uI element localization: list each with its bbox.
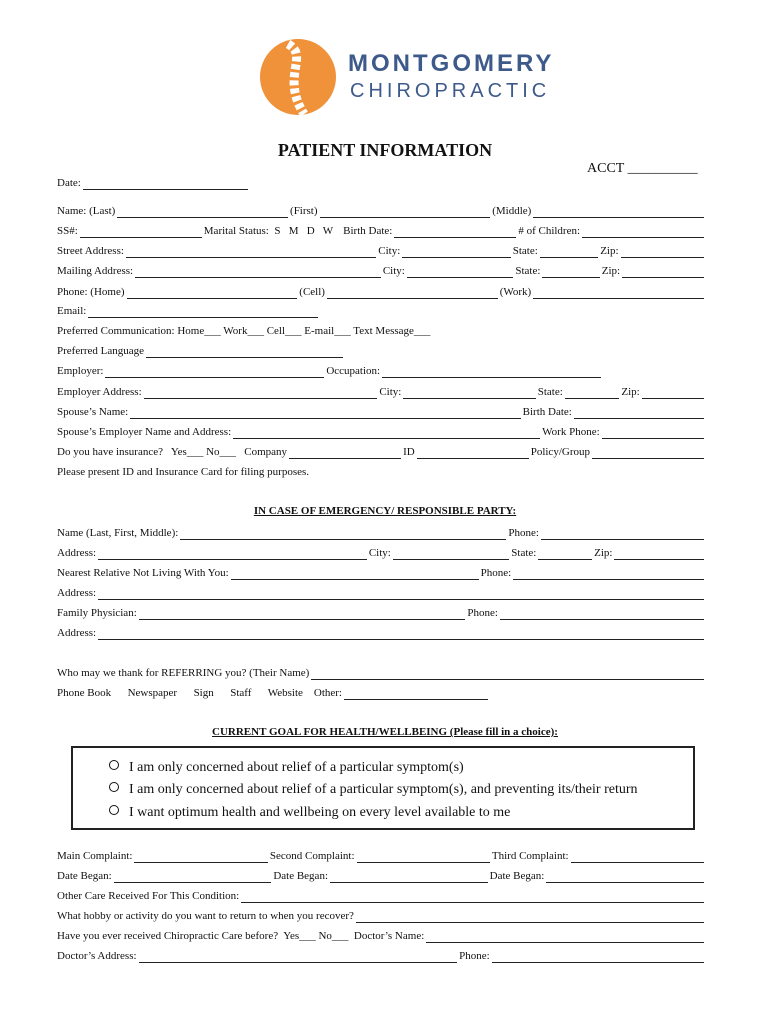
first-name-label: (First) bbox=[290, 205, 318, 217]
marital-status-label[interactable]: Marital Status: S M D W bbox=[203, 225, 334, 237]
relative-phone-label: Phone: bbox=[480, 567, 512, 579]
mailing-city-label: City: bbox=[382, 265, 405, 277]
goal-option-3-label: I want optimum health and wellbeing on every level available to me bbox=[129, 805, 511, 820]
employer-address-row bbox=[57, 385, 706, 399]
spine-logo-icon bbox=[258, 36, 336, 118]
insurance-id-input[interactable] bbox=[417, 448, 529, 459]
ssn-label: SS#: bbox=[57, 225, 78, 237]
physician-label: Family Physician: bbox=[57, 607, 137, 619]
mailing-state-label: State: bbox=[515, 265, 541, 277]
relative-address-label: Address: bbox=[57, 587, 97, 599]
third-complaint-input[interactable] bbox=[571, 852, 704, 863]
logo-name-line2: CHIROPRACTIC bbox=[350, 80, 551, 102]
spouse-name-input[interactable] bbox=[130, 408, 520, 419]
goal-option-1[interactable] bbox=[109, 760, 464, 776]
physician-row bbox=[57, 606, 706, 620]
referral-options[interactable]: Phone Book Newspaper Sign Staff Website Other: bbox=[57, 687, 342, 699]
insurance-company-input[interactable] bbox=[289, 448, 401, 459]
street-city-label: City: bbox=[378, 245, 401, 257]
email-input[interactable] bbox=[88, 307, 318, 318]
employer-address-input[interactable] bbox=[144, 388, 378, 399]
street-label: Street Address: bbox=[57, 245, 124, 257]
date-began-2-input[interactable] bbox=[330, 872, 488, 883]
employer-city-input[interactable] bbox=[403, 388, 535, 399]
logo-name-line1: MONTGOMERY bbox=[348, 50, 555, 77]
emergency-state-label: State: bbox=[511, 547, 537, 559]
clinic-logo bbox=[258, 36, 558, 118]
emergency-zip-label: Zip: bbox=[594, 547, 613, 559]
mailing-row bbox=[57, 264, 706, 278]
last-name-label: Name: (Last) bbox=[57, 205, 116, 217]
main-complaint-input[interactable] bbox=[134, 852, 267, 863]
mailing-zip-input[interactable] bbox=[622, 267, 704, 278]
emergency-name-input[interactable] bbox=[180, 529, 506, 540]
doctor-address-input[interactable] bbox=[139, 952, 458, 963]
street-zip-label: Zip: bbox=[600, 245, 619, 257]
page-title: PATIENT INFORMATION bbox=[277, 140, 493, 160]
birth-date-label: Birth Date: bbox=[343, 225, 393, 237]
mailing-input[interactable] bbox=[135, 267, 381, 278]
employer-state-input[interactable] bbox=[565, 388, 620, 399]
referral-label: Who may we thank for REFERRING you? (Their Name) bbox=[57, 667, 310, 679]
radio-circle-icon[interactable] bbox=[109, 805, 119, 815]
cell-phone-input[interactable] bbox=[327, 288, 498, 299]
language-row bbox=[57, 344, 345, 358]
date-label: Date: bbox=[57, 177, 81, 189]
other-care-input[interactable] bbox=[241, 892, 704, 903]
radio-circle-icon[interactable] bbox=[109, 760, 119, 770]
physician-phone-input[interactable] bbox=[500, 609, 704, 620]
date-began-row bbox=[57, 869, 706, 883]
employer-city-label: City: bbox=[379, 386, 402, 398]
street-row bbox=[57, 244, 706, 258]
preferred-communication[interactable]: Preferred Communication: Home___ Work___ Cell___ E-mail___ Text Message___ bbox=[57, 325, 431, 337]
occupation-label: Occupation: bbox=[326, 365, 381, 377]
insurance-note: Please present ID and Insurance Card for filing purposes. bbox=[57, 466, 310, 478]
hobby-label: What hobby or activity do you want to return to when you recover? bbox=[57, 910, 354, 922]
language-label: Preferred Language bbox=[57, 345, 145, 357]
referral-options-row bbox=[57, 686, 490, 700]
relative-phone-input[interactable] bbox=[513, 569, 704, 580]
emergency-phone-input[interactable] bbox=[541, 529, 704, 540]
ssn-input[interactable] bbox=[80, 227, 202, 238]
relative-address-input[interactable] bbox=[98, 589, 704, 600]
policy-group-input[interactable] bbox=[592, 448, 704, 459]
main-complaint-label: Main Complaint: bbox=[57, 850, 133, 862]
emergency-zip-input[interactable] bbox=[614, 549, 704, 560]
emergency-name-row bbox=[57, 526, 706, 540]
employer-zip-label: Zip: bbox=[621, 386, 640, 398]
goal-option-1-label: I am only concerned about relief of a particular symptom(s) bbox=[129, 760, 464, 775]
doctor-address-label: Doctor’s Address: bbox=[57, 950, 137, 962]
hobby-row bbox=[57, 909, 706, 923]
date-input[interactable] bbox=[83, 179, 248, 190]
complaints-row bbox=[57, 849, 706, 863]
email-label: Email: bbox=[57, 305, 87, 317]
street-zip-input[interactable] bbox=[621, 247, 704, 258]
children-input[interactable] bbox=[582, 227, 704, 238]
emergency-address-label: Address: bbox=[57, 547, 97, 559]
street-city-input[interactable] bbox=[402, 247, 510, 258]
home-phone-input[interactable] bbox=[127, 288, 298, 299]
first-name-input[interactable] bbox=[320, 207, 491, 218]
date-began-1-input[interactable] bbox=[114, 872, 272, 883]
insurance-label[interactable]: Do you have insurance? Yes___ No___ Company bbox=[57, 446, 288, 458]
goal-option-2-label: I am only concerned about relief of a particular symptom(s), and preventing its/their return bbox=[129, 782, 638, 797]
employer-row bbox=[57, 364, 603, 378]
employer-address-label: Employer Address: bbox=[57, 386, 142, 398]
date-began-2-label: Date Began: bbox=[273, 870, 329, 882]
physician-address-label: Address: bbox=[57, 627, 97, 639]
birth-date-input[interactable] bbox=[394, 227, 516, 238]
emergency-phone-label: Phone: bbox=[508, 527, 539, 539]
physician-phone-label: Phone: bbox=[467, 607, 498, 619]
children-label: # of Children: bbox=[518, 225, 581, 237]
mailing-zip-label: Zip: bbox=[601, 265, 621, 277]
policy-group-label: Policy/Group bbox=[530, 446, 590, 458]
mailing-city-input[interactable] bbox=[407, 267, 513, 278]
prior-care-label[interactable]: Have you ever received Chiropractic Care before? Yes___ No___ Doctor’s Name: bbox=[57, 930, 425, 942]
street-state-label: State: bbox=[512, 245, 538, 257]
emergency-state-input[interactable] bbox=[538, 549, 592, 560]
street-state-input[interactable] bbox=[540, 247, 598, 258]
spouse-employer-row bbox=[57, 425, 706, 439]
date-began-3-input[interactable] bbox=[546, 872, 704, 883]
hobby-input[interactable] bbox=[356, 912, 704, 923]
spouse-employer-input[interactable] bbox=[233, 428, 540, 439]
middle-name-input[interactable] bbox=[533, 207, 704, 218]
relative-row bbox=[57, 566, 706, 580]
goal-option-2[interactable] bbox=[109, 782, 638, 798]
name-row bbox=[57, 204, 706, 218]
street-input[interactable] bbox=[126, 247, 376, 258]
referral-other-input[interactable] bbox=[344, 689, 488, 700]
physician-address-input[interactable] bbox=[98, 629, 704, 640]
emergency-heading: IN CASE OF EMERGENCY/ RESPONSIBLE PARTY: bbox=[253, 505, 517, 517]
mailing-label: Mailing Address: bbox=[57, 265, 134, 277]
spouse-birth-input[interactable] bbox=[574, 408, 704, 419]
second-complaint-label: Second Complaint: bbox=[269, 850, 355, 862]
cell-phone-label: (Cell) bbox=[299, 286, 325, 298]
employer-zip-input[interactable] bbox=[642, 388, 704, 399]
relative-address-row bbox=[57, 586, 706, 600]
employer-state-label: State: bbox=[537, 386, 563, 398]
emergency-name-label: Name (Last, First, Middle): bbox=[57, 527, 179, 539]
second-complaint-input[interactable] bbox=[357, 852, 490, 863]
doctor-phone-label: Phone: bbox=[459, 950, 490, 962]
spouse-employer-label: Spouse’s Employer Name and Address: bbox=[57, 426, 232, 438]
spouse-birth-label: Birth Date: bbox=[522, 406, 572, 418]
doctor-phone-input[interactable] bbox=[492, 952, 704, 963]
mailing-state-input[interactable] bbox=[542, 267, 599, 278]
date-began-3-label: Date Began: bbox=[489, 870, 545, 882]
insurance-id-label: ID bbox=[403, 446, 415, 458]
insurance-row bbox=[57, 445, 706, 459]
ssn-row bbox=[57, 224, 706, 238]
middle-name-label: (Middle) bbox=[492, 205, 532, 217]
last-name-input[interactable] bbox=[117, 207, 288, 218]
emergency-city-label: City: bbox=[368, 547, 391, 559]
occupation-input[interactable] bbox=[382, 367, 601, 378]
home-phone-label: Phone: (Home) bbox=[57, 286, 125, 298]
doctor-name-input[interactable] bbox=[426, 932, 704, 943]
third-complaint-label: Third Complaint: bbox=[491, 850, 569, 862]
email-row bbox=[57, 304, 320, 318]
emergency-city-input[interactable] bbox=[393, 549, 509, 560]
date-row bbox=[57, 176, 250, 190]
spouse-work-phone-label: Work Phone: bbox=[542, 426, 600, 438]
goal-heading: CURRENT GOAL FOR HEALTH/WELLBEING (Please fill in a choice): bbox=[212, 726, 558, 738]
employer-label: Employer: bbox=[57, 365, 104, 377]
work-phone-label: (Work) bbox=[499, 286, 532, 298]
relative-input[interactable] bbox=[231, 569, 479, 580]
emergency-address-row bbox=[57, 546, 706, 560]
spouse-work-phone-input[interactable] bbox=[602, 428, 704, 439]
emergency-address-input[interactable] bbox=[98, 549, 367, 560]
relative-label: Nearest Relative Not Living With You: bbox=[57, 567, 229, 579]
work-phone-input[interactable] bbox=[533, 288, 704, 299]
goal-box bbox=[71, 746, 695, 830]
phone-row bbox=[57, 285, 706, 299]
spouse-name-label: Spouse’s Name: bbox=[57, 406, 129, 418]
physician-input[interactable] bbox=[139, 609, 466, 620]
employer-input[interactable] bbox=[105, 367, 324, 378]
date-began-1-label: Date Began: bbox=[57, 870, 112, 882]
other-care-label: Other Care Received For This Condition: bbox=[57, 890, 240, 902]
prior-care-row bbox=[57, 929, 706, 943]
referral-input[interactable] bbox=[311, 669, 704, 680]
radio-circle-icon[interactable] bbox=[109, 782, 119, 792]
other-care-row bbox=[57, 889, 706, 903]
spouse-row bbox=[57, 405, 706, 419]
acct-field[interactable]: ACCT __________ bbox=[587, 161, 698, 176]
language-input[interactable] bbox=[146, 347, 343, 358]
physician-address-row bbox=[57, 626, 706, 640]
referral-row bbox=[57, 666, 706, 680]
goal-option-3[interactable] bbox=[109, 805, 510, 821]
doctor-address-row bbox=[57, 949, 706, 963]
